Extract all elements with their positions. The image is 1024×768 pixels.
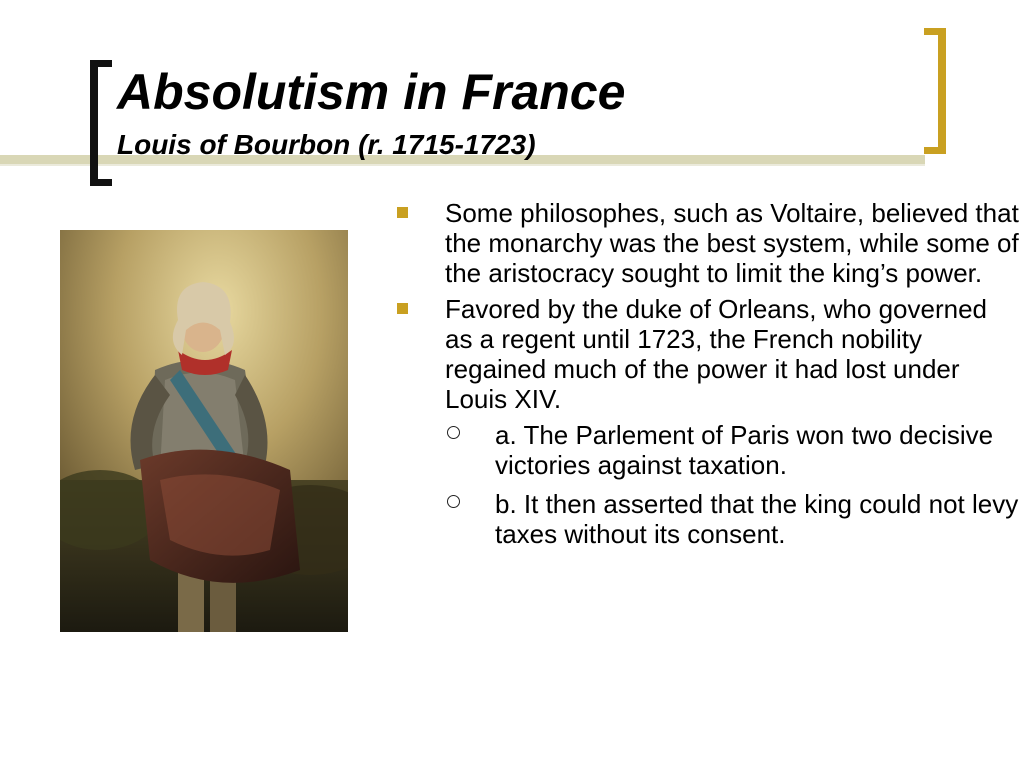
- sub-bullet-text: b. It then asserted that the king could not levy taxes without its consent.: [495, 489, 1019, 549]
- square-bullet-icon: [397, 207, 408, 218]
- right-bracket-decoration: [924, 28, 946, 154]
- slide-subtitle: Louis of Bourbon (r. 1715-1723): [117, 129, 536, 160]
- bullet-list: [380, 198, 1020, 558]
- title-underline-shadow: [0, 164, 925, 166]
- list-item: [445, 420, 1020, 480]
- list-item: [445, 489, 1020, 549]
- circle-bullet-icon: [447, 495, 460, 508]
- list-item: [380, 198, 1020, 288]
- slide-title: Absolutism in France: [117, 64, 626, 120]
- list-item: [380, 294, 1020, 414]
- sub-bullet-text: a. The Parlement of Paris won two decisive victories against taxation.: [495, 420, 994, 480]
- left-bracket-decoration: [90, 60, 112, 186]
- portrait-painting: [60, 230, 348, 632]
- bullet-text: Favored by the duke of Orleans, who governed as a regent until 1723, the French nobility regained much of the power it had lost under Louis XIV.: [445, 294, 987, 414]
- sub-bullet-list: [445, 420, 1020, 549]
- bullet-text: Some philosophes, such as Voltaire, believed that the monarchy was the best system, while some of the aristocracy sought to limit the king’s power.: [445, 198, 1019, 288]
- square-bullet-icon: [397, 303, 408, 314]
- circle-bullet-icon: [447, 426, 460, 439]
